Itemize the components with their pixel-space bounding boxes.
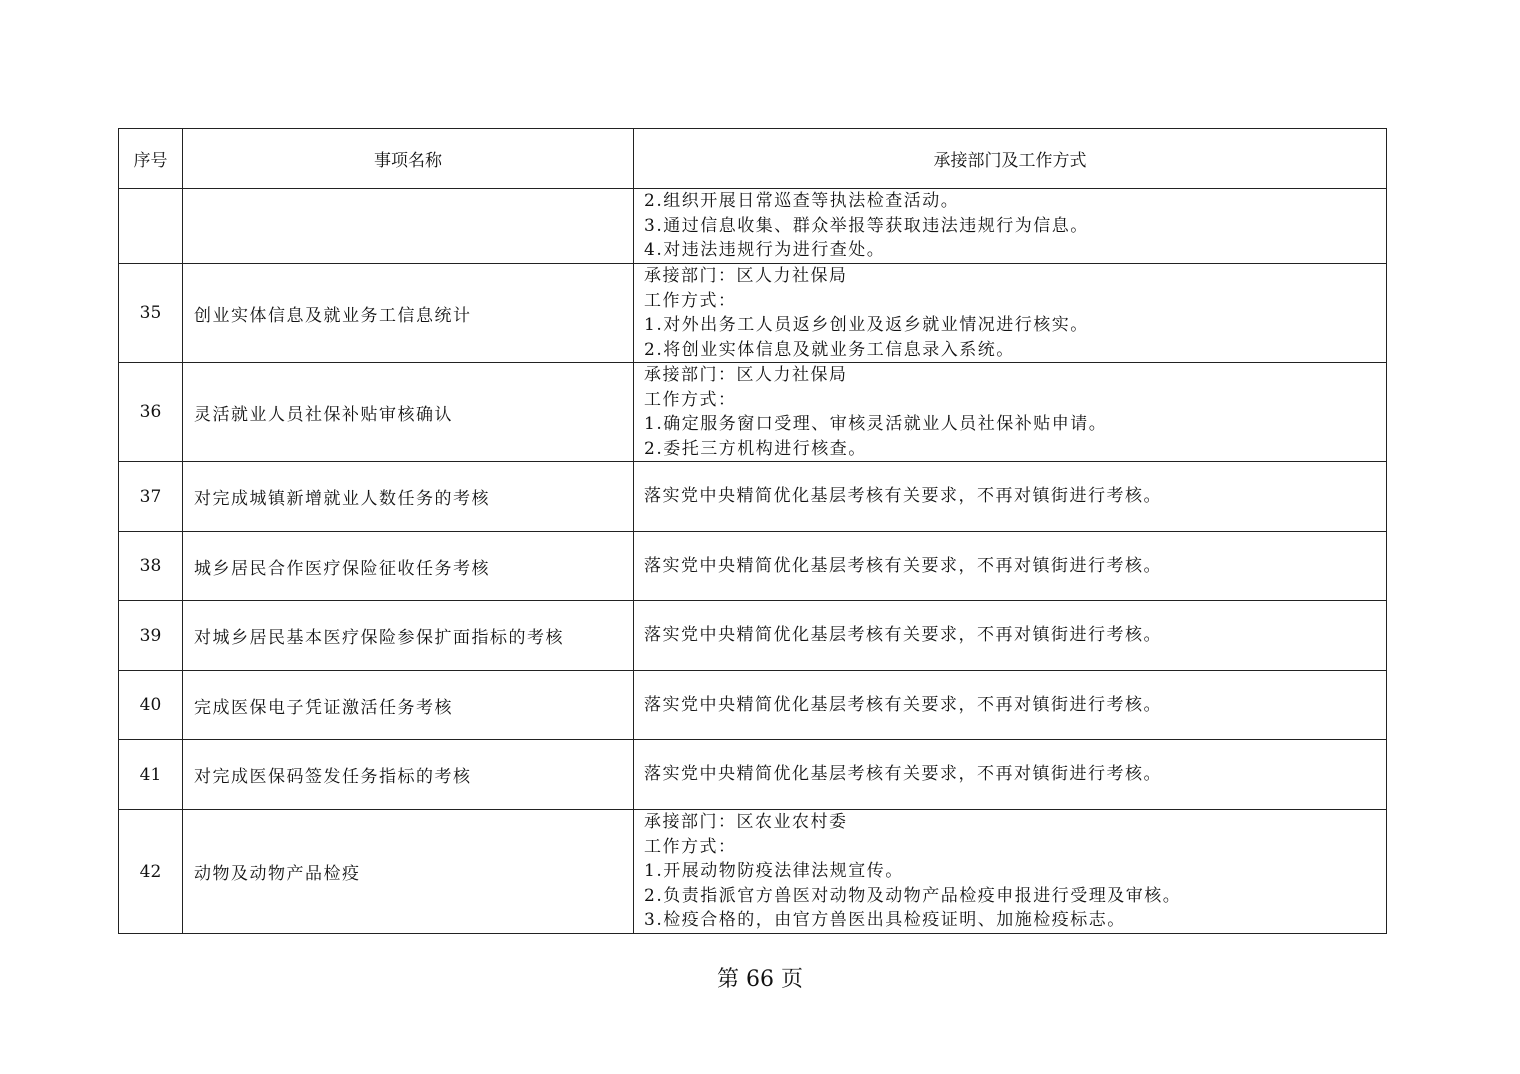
row-no: 39 [119, 601, 183, 671]
table-row [119, 462, 1387, 532]
method-line: 工作方式： [644, 836, 737, 857]
table-row [119, 189, 1387, 264]
header-name: 事项名称 [183, 129, 634, 189]
method-line: 落实党中央精简优化基层考核有关要求，不再对镇街进行考核。 [644, 694, 1162, 715]
row-no [119, 189, 183, 264]
method-line: 2.将创业实体信息及就业务工信息录入系统。 [644, 339, 1015, 360]
table-row [119, 671, 1387, 740]
method-line: 落实党中央精简优化基层考核有关要求，不再对镇街进行考核。 [644, 764, 1162, 785]
table-row [119, 363, 1387, 462]
row-method [634, 363, 1387, 462]
row-no: 36 [119, 363, 183, 462]
method-line: 落实党中央精简优化基层考核有关要求，不再对镇街进行考核。 [644, 555, 1162, 576]
row-no: 38 [119, 532, 183, 601]
table-row [119, 601, 1387, 671]
table-row [119, 264, 1387, 363]
method-line: 2.负责指派官方兽医对动物及动物产品检疫申报进行受理及审核。 [644, 885, 1182, 906]
matters-table [118, 128, 1387, 934]
row-method [634, 264, 1387, 363]
row-method [634, 601, 1387, 671]
table-header-row [119, 129, 1387, 189]
row-no: 40 [119, 671, 183, 740]
row-name: 对完成医保码签发任务指标的考核 [183, 740, 634, 810]
table-body [119, 189, 1387, 934]
row-no: 41 [119, 740, 183, 810]
row-method [634, 810, 1387, 934]
method-line: 4.对违法违规行为进行查处。 [644, 240, 886, 261]
table-row [119, 810, 1387, 934]
row-name: 完成医保电子凭证激活任务考核 [183, 671, 634, 740]
row-method [634, 740, 1387, 810]
table-row [119, 532, 1387, 601]
method-line: 1.对外出务工人员返乡创业及返乡就业情况进行核实。 [644, 315, 1089, 335]
method-line: 1.开展动物防疫法律法规宣传。 [644, 861, 904, 882]
row-name: 对完成城镇新增就业人数任务的考核 [183, 462, 634, 532]
method-line: 承接部门：区人力社保局 [644, 266, 848, 286]
row-method [634, 671, 1387, 740]
row-method [634, 532, 1387, 601]
method-line: 承接部门：区人力社保局 [644, 365, 848, 385]
method-line: 3.检疫合格的，由官方兽医出具检疫证明、加施检疫标志。 [644, 910, 1126, 931]
row-method [634, 189, 1387, 264]
method-line: 落实党中央精简优化基层考核有关要求，不再对镇街进行考核。 [644, 625, 1162, 646]
table-row [119, 740, 1387, 810]
row-name: 动物及动物产品检疫 [183, 810, 634, 934]
header-no: 序号 [119, 129, 183, 189]
method-line: 2.委托三方机构进行核查。 [644, 438, 867, 459]
row-name: 城乡居民合作医疗保险征收任务考核 [183, 532, 634, 601]
row-no: 37 [119, 462, 183, 532]
page-number: 第 66 页 [717, 967, 803, 992]
method-line: 3.通过信息收集、群众举报等获取违法违规行为信息。 [644, 215, 1089, 236]
row-method [634, 462, 1387, 532]
header-method: 承接部门及工作方式 [634, 129, 1387, 189]
method-line: 工作方式： [644, 389, 737, 410]
method-line: 1.确定服务窗口受理、审核灵活就业人员社保补贴申请。 [644, 414, 1108, 434]
row-no: 35 [119, 264, 183, 363]
row-name [183, 189, 634, 264]
row-name: 对城乡居民基本医疗保险参保扩面指标的考核 [183, 601, 634, 671]
method-line: 承接部门：区农业农村委 [644, 812, 848, 833]
method-line: 落实党中央精简优化基层考核有关要求，不再对镇街进行考核。 [644, 486, 1162, 507]
row-no: 42 [119, 810, 183, 934]
row-name: 创业实体信息及就业务工信息统计 [183, 264, 634, 363]
row-name: 灵活就业人员社保补贴审核确认 [183, 363, 634, 462]
method-line: 2.组织开展日常巡查等执法检查活动。 [644, 191, 960, 212]
method-line: 工作方式： [644, 290, 737, 311]
